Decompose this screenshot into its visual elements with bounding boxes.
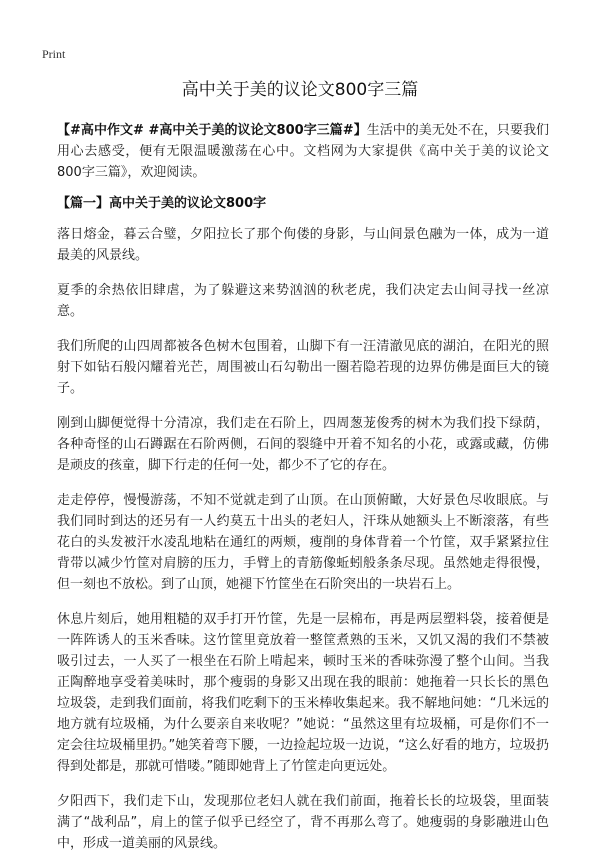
page-title: 高中关于美的议论文800字三篇: [181, 80, 419, 100]
intro-text: 生活中的美无处不在，只要我们用心去感受，便有无限温暖激荡在心中。文档网为大家提供《高中关于美的议论文800字三篇》，欢迎阅读。: [57, 123, 549, 180]
intro-tag: 【#高中作文# #高中关于美的议论文800字三篇#】: [57, 123, 367, 138]
paragraph: 我们所爬的山四周都被各色树木包围着，山脚下有一汪清澈见底的湖泊，在阳光的照射下如钻石般闪耀着光芒，周围被山石勾勒出一圈若隐若现的边界仿佛是面巨大的镜子。: [57, 339, 549, 396]
paragraph: 刚到山脚便觉得十分清凉，我们走在石阶上，四周葱茏俊秀的树木为我们投下绿荫，各种奇怪的山石蹲踞在石阶两侧，石间的裂缝中开着不知名的小花，或露或藏，仿佛是顽皮的孩童，脚下行走的任何一处，都少不了它的存在。: [57, 416, 549, 473]
paragraph: 夕阳西下，我们走下山，发现那位老妇人就在我们前面，拖着长长的垃圾袋，里面装满了“战利品”，肩上的筐子似乎已经空了，背不再那么弯了。她瘦弱的身影融进山色中，形成一道美丽的风景线。: [57, 794, 549, 851]
section-heading: 【篇一】高中关于美的议论文800字: [57, 196, 267, 211]
print-link[interactable]: Print: [42, 47, 66, 61]
paragraph: 走走停停，慢慢游荡，不知不觉就走到了山顶。在山顶俯瞰，大好景色尽收眼底。与我们同时到达的还另有一人约莫五十出头的老妇人，汗珠从她额头上不断滚落，有些花白的头发被汗水凌乱地粘在通红的两颊，瘦削的身体背着一个竹筐，双手紧紧拉住背带以减少竹筐对肩膀的压力，手臂上的青筋像蚯蚓般条条尽现。虽然她走得很慢，但一刻也不放松。到了山顶，她褪下竹筐坐在石阶突出的一块岩石上。: [57, 493, 549, 592]
paragraph: 休息片刻后，她用粗糙的双手打开竹筐，先是一层棉布，再是两层塑料袋，接着便是一阵阵诱人的玉米香味。这竹筐里竟放着一整筐煮熟的玉米，又饥又渴的我们不禁被吸引过去，一人买了一根坐在石阶上啃起来，顿时玉米的香味弥漫了整个山间。当我正陶醉地享受着美味时，那个瘦弱的身影又出现在我的眼前：她拖着一只长长的黑色垃圾袋，走到我们面前，将我们吃剩下的玉米棒收集起来。我不解地问她：“几米远的地方就有垃圾桶，为什么要亲自来收呢？”她说：“虽然这里有垃圾桶，可是你们不一定会往垃圾桶里扔。”她笑着弯下腰，一边捡起垃圾一边说，“这么好看的地方，垃圾扔得到处都是，那就可惜喽。”随即她背上了竹筐走向更远处。: [57, 612, 549, 774]
paragraph: 落日熔金，暮云合璧，夕阳拉长了那个佝偻的身影，与山间景色融为一体，成为一道最美的风景线。: [57, 227, 549, 263]
intro-paragraph: [57, 120, 549, 183]
article-body: [57, 120, 549, 868]
paragraph: 夏季的余热依旧肆虐，为了躲避这来势汹汹的秋老虎，我们决定去山间寻找一丝凉意。: [57, 283, 549, 319]
